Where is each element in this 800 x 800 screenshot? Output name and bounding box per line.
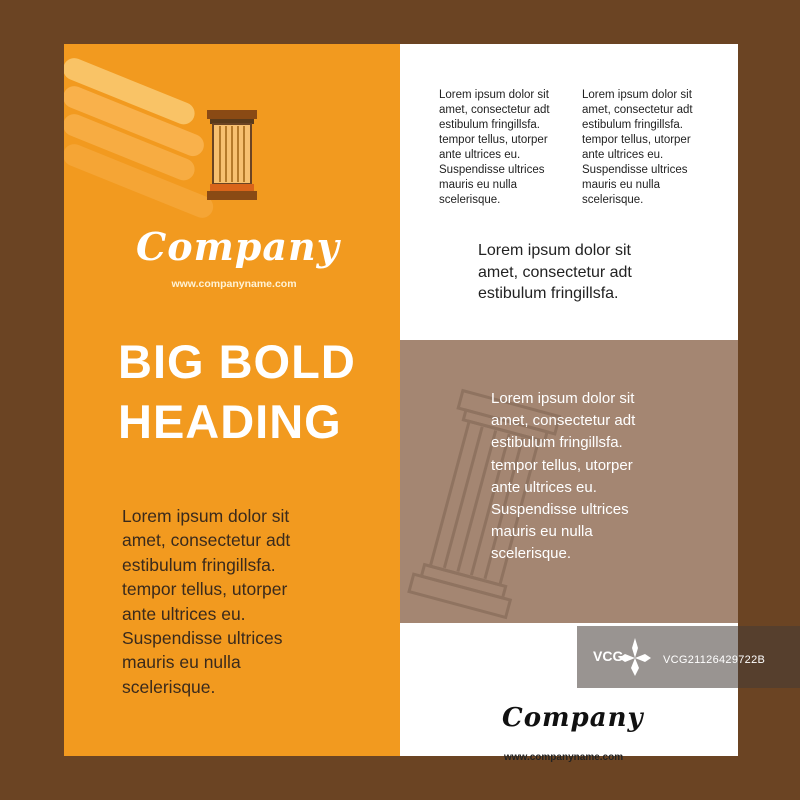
column-line: estibulum fringillsfa. xyxy=(439,119,540,131)
column-line: ante ultrices eu. xyxy=(439,149,521,161)
column-line: tempor tellus, utorper xyxy=(439,134,548,146)
feature-line: Lorem ipsum dolor sit xyxy=(478,242,631,259)
body-line: amet, consectetur adt xyxy=(122,530,291,551)
body-line: tempor tellus, utorper xyxy=(491,456,633,474)
column-line: amet, consectetur adt xyxy=(582,104,693,116)
middle-body-text xyxy=(491,388,635,566)
watermark-id: VCG21126429722B xyxy=(663,654,766,666)
pillar-icon xyxy=(204,108,260,204)
column-line: Lorem ipsum dolor sit xyxy=(582,89,692,101)
column-line: ante ultrices eu. xyxy=(582,149,664,161)
text-column-2 xyxy=(582,88,693,208)
column-line: estibulum fringillsfa. xyxy=(582,119,683,131)
left-body-text xyxy=(122,504,290,699)
body-line: mauris eu nulla xyxy=(122,652,241,673)
body-line: tempor tellus, utorper xyxy=(122,579,288,600)
body-line: Suspendisse ultrices xyxy=(491,501,629,519)
body-line: estibulum fringillsfa. xyxy=(122,554,276,575)
company-website: www.companyname.com xyxy=(504,752,624,763)
column-line: Suspendisse ultrices xyxy=(439,164,545,176)
watermark-logo-text: VCG xyxy=(593,648,624,664)
column-line: Suspendisse ultrices xyxy=(582,164,688,176)
heading-line-1: BIG BOLD xyxy=(118,335,356,388)
text-column-1 xyxy=(439,88,550,208)
body-line: ante ultrices eu. xyxy=(122,603,246,624)
top-right-panel xyxy=(400,44,738,340)
body-line: scelerisque. xyxy=(491,545,572,563)
body-line: amet, consectetur adt xyxy=(491,412,636,430)
body-line: scelerisque. xyxy=(122,676,216,697)
company-logo-text: Company xyxy=(502,703,644,733)
column-line: scelerisque. xyxy=(582,194,644,206)
feature-line: estibulum fringillsfa. xyxy=(478,285,619,302)
column-line: mauris eu nulla xyxy=(582,179,660,191)
middle-right-panel xyxy=(400,340,738,623)
heading-line-2: HEADING xyxy=(118,395,342,448)
watermark xyxy=(577,626,800,688)
body-line: ante ultrices eu. xyxy=(491,478,597,496)
company-logo-text: Company xyxy=(136,224,340,269)
left-panel xyxy=(64,44,400,756)
body-line: estibulum fringillsfa. xyxy=(491,434,623,452)
column-line: mauris eu nulla xyxy=(439,179,517,191)
body-line: Lorem ipsum dolor sit xyxy=(491,390,635,407)
column-line: tempor tellus, utorper xyxy=(582,134,691,146)
feature-line: amet, consectetur adt xyxy=(478,263,632,281)
column-line: scelerisque. xyxy=(439,194,501,206)
body-line: Lorem ipsum dolor sit xyxy=(122,506,290,526)
company-website: www.companyname.com xyxy=(171,278,297,290)
body-line: mauris eu nulla xyxy=(491,523,593,541)
feature-text xyxy=(478,240,632,305)
column-line: amet, consectetur adt xyxy=(439,104,550,116)
column-line: Lorem ipsum dolor sit xyxy=(439,89,549,101)
body-line: Suspendisse ultrices xyxy=(122,628,283,649)
